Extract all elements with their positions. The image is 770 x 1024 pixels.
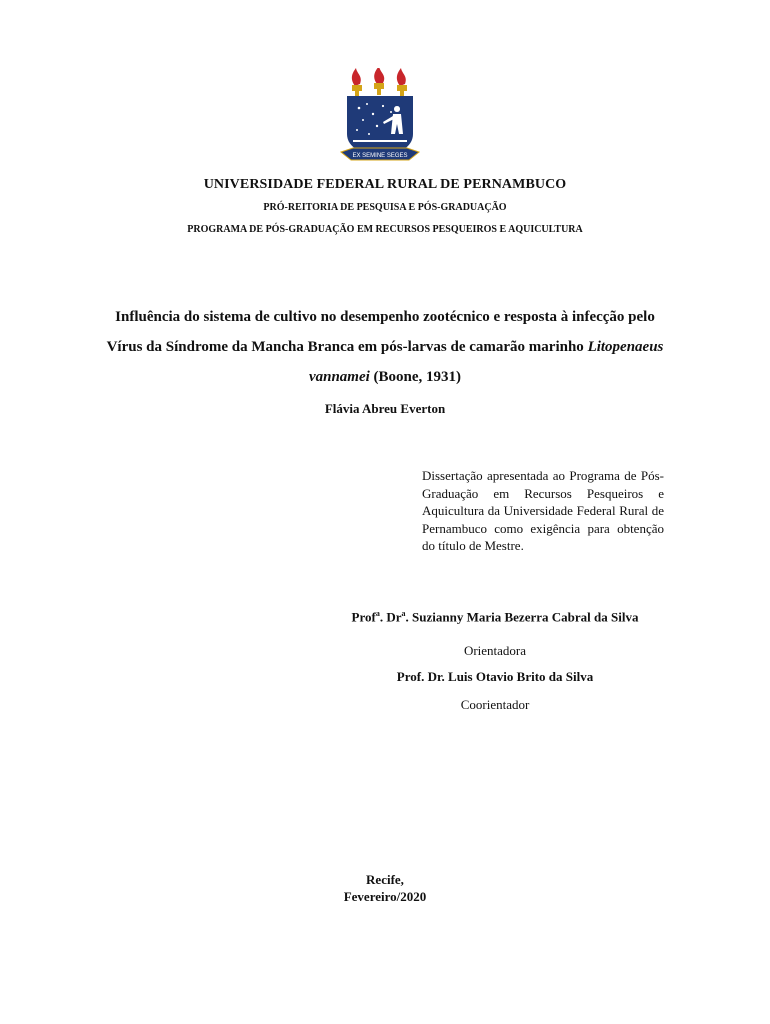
advisor-name-text: . Suzianny Maria Bezerra Cabral da Silva — [405, 609, 639, 625]
logo-motto: EX SEMINE SEGES — [352, 153, 408, 159]
advisor-sup-2: a — [401, 609, 406, 618]
city: Recife, — [366, 872, 404, 887]
advisor-mid: . Dr — [379, 609, 402, 625]
title-species: Litopenaeus vannamei — [308, 339, 664, 385]
program-name: PROGRAMA DE PÓS-GRADUAÇÃO EM RECURSOS PESQUEIROS E AQUICULTURA — [187, 224, 583, 235]
advisor-prefix: Prof — [351, 609, 376, 625]
dissertation-title — [100, 302, 670, 392]
university-name: UNIVERSIDADE FEDERAL RURAL DE PERNAMBUCO — [203, 177, 567, 192]
date: Fevereiro/2020 — [343, 889, 427, 904]
advisor-role: Orientadora — [463, 643, 527, 658]
author-name: Flávia Abreu Everton — [324, 401, 446, 416]
coadvisor-name: Prof. Dr. Luis Otavio Brito da Silva — [396, 669, 594, 684]
advisor-name — [335, 604, 655, 626]
title-part-2: (Boone, 1931) — [369, 369, 462, 385]
advisor-sup-1: a — [375, 609, 380, 618]
title-part-1: Influência do sistema de cultivo no desempenho zootécnico e resposta à infecção pelo Vírus da Síndrome da Mancha Branca em pós-larvas de camarão marinho — [106, 309, 655, 355]
dissertation-note: Dissertação apresentada ao Programa de Pós-Graduação em Recursos Pesqueiros e Aquicultura da Universidade Federal Rural de Pernambuco como exigência para obtenção do título de Mestre. — [422, 468, 664, 553]
pro-reitoria: PRÓ-REITORIA DE PESQUISA E PÓS-GRADUAÇÃO — [263, 202, 507, 213]
university-crest-icon — [339, 68, 421, 172]
coadvisor-role: Coorientador — [460, 697, 530, 712]
